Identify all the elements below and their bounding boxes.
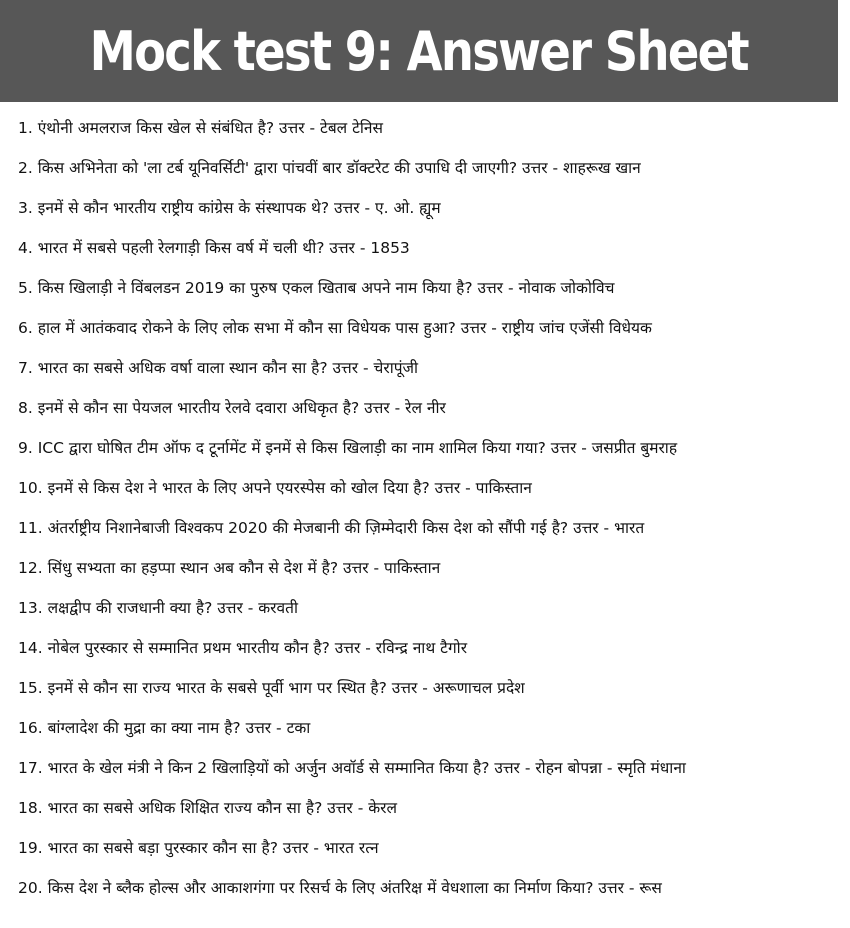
- list-item: 11. अंतर्राष्ट्रीय निशानेबाजी विश्वकप 2020 की मेजबानी की ज़िम्मेदारी किस देश को सौंपी गई है? उत्तर - भारत: [18, 519, 645, 537]
- list-item: 18. भारत का सबसे अधिक शिक्षित राज्य कौन सा है? उत्तर - केरल: [18, 799, 397, 817]
- list-item: 1. एंथोनी अमलराज किस खेल से संबंधित है? उत्तर - टेबल टेनिस: [18, 119, 384, 137]
- answer-list: [18, 108, 844, 908]
- list-item: 9. ICC द्वारा घोषित टीम ऑफ द टूर्नामेंट में इनमें से किस खिलाड़ी का नाम शामिल किया गया? उत्तर - जसप्रीत बुमराह: [18, 439, 678, 457]
- list-item: 8. इनमें से कौन सा पेयजल भारतीय रेलवे दवारा अधिकृत है? उत्तर - रेल नीर: [18, 399, 446, 417]
- page-title: Mock test 9: Answer Sheet: [89, 19, 749, 83]
- list-item: 16. बांग्लादेश की मुद्रा का क्या नाम है? उत्तर - टका: [18, 719, 311, 737]
- list-item: 17. भारत के खेल मंत्री ने किन 2 खिलाड़ियों को अर्जुन अवॉर्ड से सम्मानित किया है? उत्तर - रोहन बोपन्ना - स्मृति मंधाना: [18, 759, 686, 777]
- title-banner: [0, 0, 838, 102]
- list-item: 13. लक्षद्वीप की राजधानी क्या है? उत्तर - करवती: [18, 599, 298, 617]
- list-item: 4. भारत में सबसे पहली रेलगाड़ी किस वर्ष में चली थी? उत्तर - 1853: [18, 239, 410, 257]
- list-item: 5. किस खिलाड़ी ने विंबलडन 2019 का पुरुष एकल खिताब अपने नाम किया है? उत्तर - नोवाक जोकोविच: [18, 279, 615, 297]
- list-item: 15. इनमें से कौन सा राज्य भारत के सबसे पूर्वी भाग पर स्थित है? उत्तर - अरूणाचल प्रदेश: [18, 679, 525, 697]
- list-item: 12. सिंधु सभ्यता का हड़प्पा स्थान अब कौन से देश में है? उत्तर - पाकिस्तान: [18, 559, 441, 577]
- list-item: 3. इनमें से कौन भारतीय राष्ट्रीय कांग्रेस के संस्थापक थे? उत्तर - ए. ओ. ह्यूम: [18, 199, 441, 217]
- list-item: 20. किस देश ने ब्लैक होल्स और आकाशगंगा पर रिसर्च के लिए अंतरिक्ष में वेधशाला का निर्माण किया? उत्तर - रूस: [18, 879, 662, 897]
- list-item: 14. नोबेल पुरस्कार से सम्मानित प्रथम भारतीय कौन है? उत्तर - रविन्द्र नाथ टैगोर: [18, 639, 468, 657]
- list-item: 2. किस अभिनेता को 'ला टर्ब यूनिवर्सिटी' द्वारा पांचवीं बार डॉक्टरेट की उपाधि दी जाएगी? उत्तर - शाहरूख खान: [18, 159, 641, 177]
- list-item: 6. हाल में आतंकवाद रोकने के लिए लोक सभा में कौन सा विधेयक पास हुआ? उत्तर - राष्ट्रीय जांच एजेंसी विधेयक: [18, 319, 652, 337]
- list-item: 19. भारत का सबसे बड़ा पुरस्कार कौन सा है? उत्तर - भारत रत्न: [18, 839, 379, 857]
- list-item: 10. इनमें से किस देश ने भारत के लिए अपने एयरस्पेस को खोल दिया है? उत्तर - पाकिस्तान: [18, 479, 532, 497]
- list-item: 7. भारत का सबसे अधिक वर्षा वाला स्थान कौन सा है? उत्तर - चेरापूंजी: [18, 359, 419, 377]
